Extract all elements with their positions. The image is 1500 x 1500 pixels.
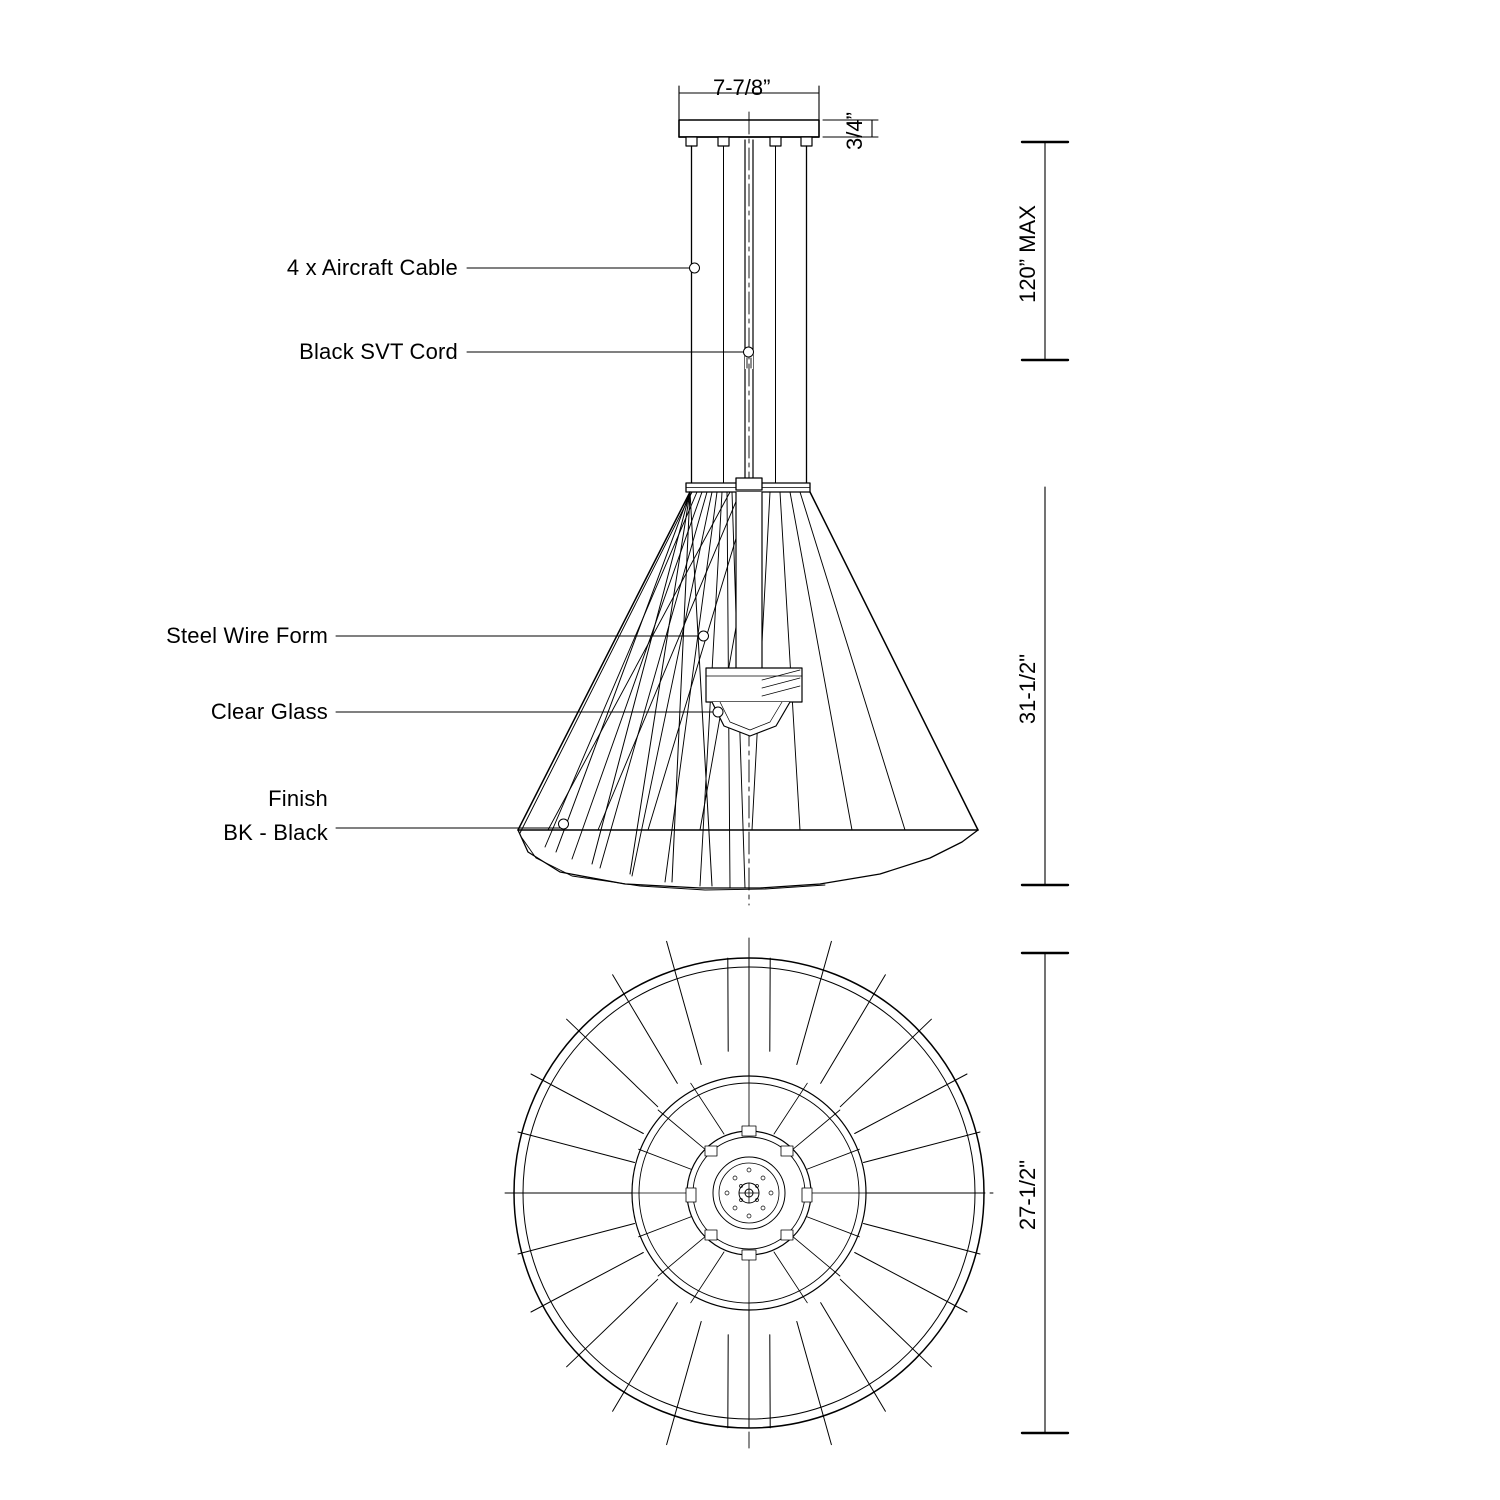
callout-finish-title: Finish <box>268 786 328 811</box>
canopy-width-dimension-label: 7-7/8” <box>713 75 771 100</box>
callout-finish <box>30 785 328 846</box>
shade-bottom-rim <box>518 830 978 890</box>
callout-steel-wire-form: Steel Wire Form <box>166 623 328 648</box>
plan-view <box>505 938 993 1448</box>
callout-svt-cord: Black SVT Cord <box>299 339 458 364</box>
shade-top-hub <box>686 478 810 492</box>
callout-finish-code: BK - Black <box>223 819 328 845</box>
wire-form-ribs-right <box>548 492 905 830</box>
callout-aircraft-cable: 4 x Aircraft Cable <box>286 255 458 280</box>
max-drop-dimension-label: 120” MAX <box>1015 205 1040 303</box>
wire-form-facets-left <box>556 492 712 886</box>
callout-clear-glass: Clear Glass <box>210 699 328 724</box>
fixture-height-dimension-label: 31-1/2" <box>1015 653 1040 725</box>
fixture-diameter-dimension-label: 27-1/2" <box>1015 1159 1040 1231</box>
canopy-height-dimension-label: 3/4” <box>842 112 867 150</box>
